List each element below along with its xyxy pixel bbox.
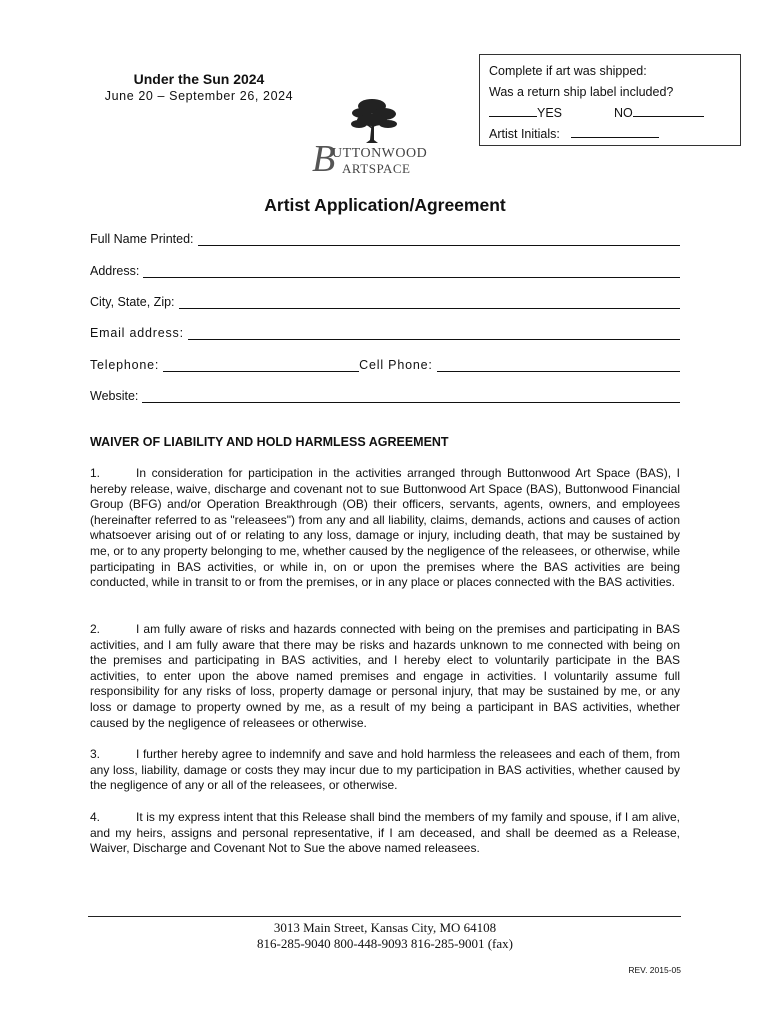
event-dates: June 20 – September 26, 2024 bbox=[104, 89, 294, 103]
telephone-label: Telephone: bbox=[90, 358, 160, 372]
waiver-paragraph-1 bbox=[90, 466, 680, 591]
paragraph-text: I further hereby agree to indemnify and save and hold harmless the releasees and each of them, from any loss, liability, damage or costs they may incur due to my participation in BAS activities, whether caused by the negligence of any or all of the releasees, or otherwise. bbox=[90, 747, 680, 793]
city-state-zip-label: City, State, Zip: bbox=[90, 295, 175, 309]
email-label: Email address: bbox=[90, 326, 184, 340]
buttonwood-logo bbox=[312, 96, 442, 178]
artist-initials-row bbox=[489, 124, 740, 145]
city-state-zip-input-line[interactable] bbox=[179, 294, 680, 309]
paragraph-text: In consideration for participation in the activities arranged through Buttonwood Art Space (BAS), I hereby release, waive, discharge and covenant not to sue Buttonwood Art Space (BAS), Buttonwood Financial Group (BFG) and/or Operation Breakthrough (OB) their officers, servants, agents, owners, and employees (hereinafter referred to as "releasees") from any and all liability, claims, demands, actions and causes of action whatsoever arising out of or relating to any loss, damage or injury, including death, that may be sustained by me, or to any property belonging to me, whether caused by the negligence of the releasees, or otherwise, while participating in BAS activities, or while in, on or upon the premises where the BAS activities are being conducted, while in transit to or from the premises, or in any place or places connected with the BAS activities. bbox=[90, 466, 680, 590]
phone-row bbox=[90, 357, 680, 372]
no-label: NO bbox=[614, 106, 633, 120]
paragraph-number: 2. bbox=[90, 622, 101, 636]
paragraph-number: 1. bbox=[90, 466, 101, 480]
email-field bbox=[90, 325, 680, 340]
full-name-input-line[interactable] bbox=[198, 231, 680, 246]
footer-phones: 816-285-9040 800-448-9093 816-285-9001 (fax) bbox=[257, 936, 513, 951]
waiver-heading: WAIVER OF LIABILITY AND HOLD HARMLESS AGREEMENT bbox=[90, 435, 449, 449]
full-name-field bbox=[90, 231, 680, 246]
telephone-input-line[interactable] bbox=[163, 357, 359, 372]
artist-initials-blank[interactable] bbox=[571, 125, 659, 138]
ship-line-2: Was a return ship label included? bbox=[489, 85, 674, 99]
ship-yes-no-row bbox=[489, 103, 740, 124]
footer-divider bbox=[88, 916, 681, 917]
address-label: Address: bbox=[90, 264, 140, 278]
revision-label: REV. 2015-05 bbox=[628, 965, 681, 975]
waiver-paragraph-3 bbox=[90, 747, 680, 794]
waiver-paragraph-2 bbox=[90, 622, 680, 731]
cell-phone-label: Cell Phone: bbox=[359, 358, 433, 372]
website-label: Website: bbox=[90, 389, 139, 403]
paragraph-text: It is my express intent that this Release shall bind the members of my family and spouse, if I am alive, and my heirs, assigns and personal representative, if I am deceased, and shall be deemed as a Release, Waiver, Discharge and Covenant Not to Sue the above named releasees. bbox=[90, 810, 680, 856]
cell-phone-input-line[interactable] bbox=[437, 357, 680, 372]
no-blank[interactable] bbox=[633, 104, 704, 117]
city-state-zip-field bbox=[90, 294, 680, 309]
email-input-line[interactable] bbox=[188, 325, 680, 340]
paragraph-number: 3. bbox=[90, 747, 101, 761]
address-input-line[interactable] bbox=[143, 263, 680, 278]
paragraph-number: 4. bbox=[90, 810, 101, 824]
logo-line-2: ARTSPACE bbox=[342, 161, 411, 176]
event-title: Under the Sun 2024 bbox=[133, 71, 265, 87]
address-field bbox=[90, 263, 680, 278]
shipping-info-box bbox=[479, 54, 741, 146]
website-field bbox=[90, 388, 680, 403]
website-input-line[interactable] bbox=[142, 388, 680, 403]
ship-line-1: Complete if art was shipped: bbox=[489, 64, 647, 78]
full-name-label: Full Name Printed: bbox=[90, 232, 194, 246]
document-title: Artist Application/Agreement bbox=[264, 195, 506, 215]
logo-initial: B bbox=[312, 138, 336, 180]
waiver-paragraph-4 bbox=[90, 810, 680, 857]
footer-address: 3013 Main Street, Kansas City, MO 64108 bbox=[273, 920, 497, 935]
yes-blank[interactable] bbox=[489, 104, 537, 117]
yes-label: YES bbox=[537, 106, 563, 120]
paragraph-text: I am fully aware of risks and hazards connected with being on the premises and participating in BAS activities, and I am fully aware that there may be risks and hazards unknown to me connected with being on the premises and participating in BAS activities, and I hereby elect to voluntarily participate in the BAS activities, to enter upon the above named premises and engage in activities. I voluntarily assume full responsibility for any risks of loss, property damage or personal injury, that may be sustained by me, or any loss or damage to property owned by me, as a result of my being a participant in BAS activities, whether caused by the negligence of releasees or otherwise. bbox=[90, 622, 680, 730]
logo-line-1: UTTONWOOD bbox=[332, 146, 428, 161]
artist-initials-label: Artist Initials: bbox=[489, 127, 560, 141]
